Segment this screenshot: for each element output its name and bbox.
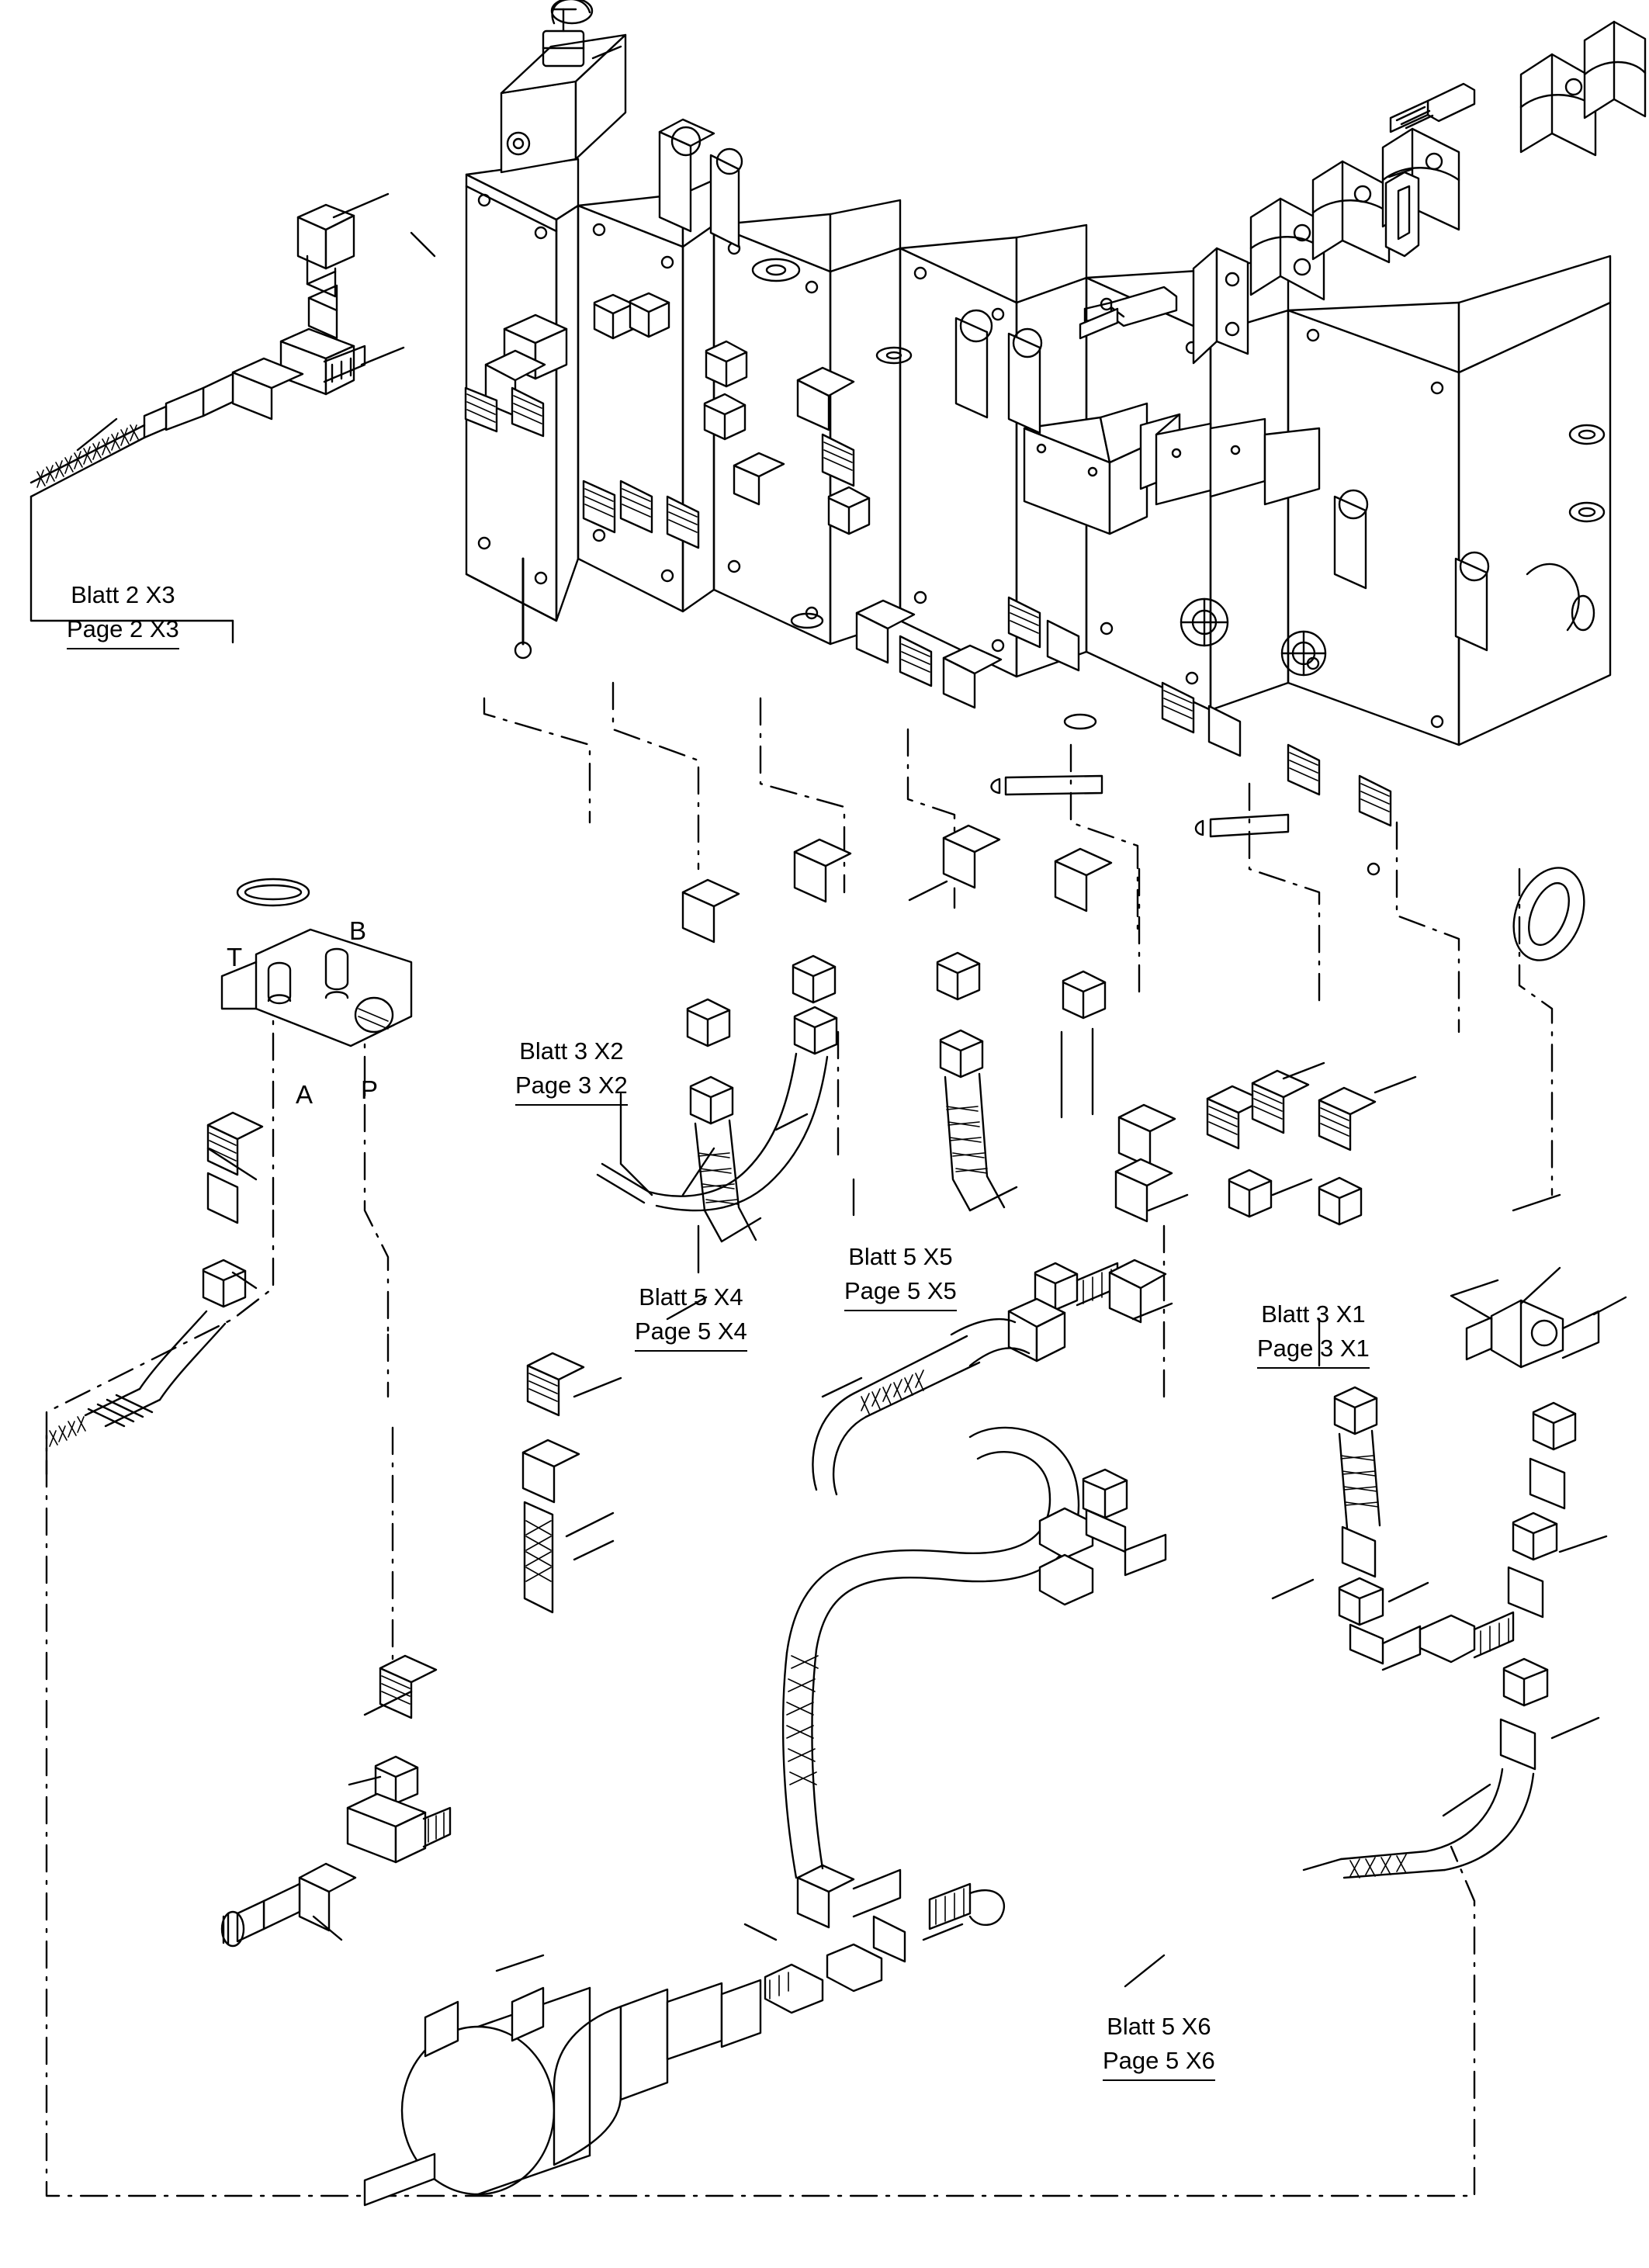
callout-de-line: Blatt 5 X6: [1107, 2013, 1211, 2040]
callout-en-line: Page 2 X3: [67, 612, 179, 649]
callout-en-line: Page 3 X1: [1257, 1331, 1370, 1369]
callout-blatt-3-x2: [515, 1034, 628, 1106]
lower-fittings: [47, 826, 1626, 2205]
callout-de-line: Blatt 2 X3: [71, 581, 175, 608]
port-label-b: B: [349, 916, 367, 945]
callout-en-line: Page 5 X4: [635, 1314, 747, 1352]
callout-blatt-5-x5: [844, 1240, 957, 1311]
port-label-p: P: [361, 1075, 379, 1104]
callout-en-line: Page 5 X5: [844, 1274, 957, 1311]
callout-en-line: Page 3 X2: [515, 1068, 628, 1106]
callout-de-line: Blatt 3 X1: [1261, 1300, 1366, 1328]
top-left-hose-assembly: [31, 194, 435, 621]
port-label-a: A: [296, 1080, 314, 1109]
callout-de-line: Blatt 3 X2: [519, 1037, 624, 1065]
port-label-t: T: [227, 943, 243, 971]
callout-blatt-2-x3: [67, 578, 179, 649]
callout-blatt-5-x6: [1103, 2010, 1215, 2081]
callout-blatt-3-x1: [1257, 1297, 1370, 1369]
callout-blatt-5-x4: [635, 1280, 747, 1352]
callout-en-line: Page 5 X6: [1103, 2044, 1215, 2081]
callout-de-line: Blatt 5 X5: [848, 1243, 953, 1270]
callout-de-line: Blatt 5 X4: [639, 1283, 743, 1311]
